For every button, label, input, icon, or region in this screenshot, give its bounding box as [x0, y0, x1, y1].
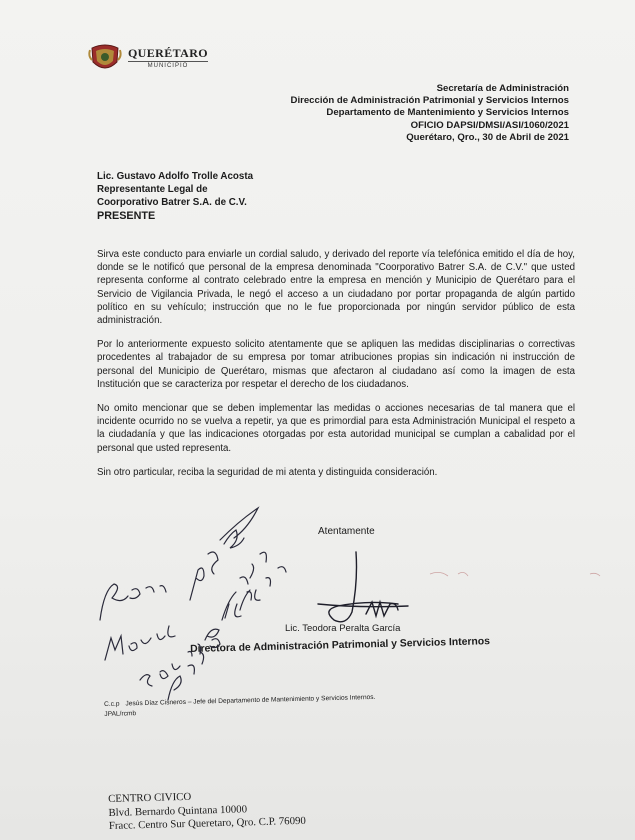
stamp-mark [430, 572, 600, 576]
paragraph: Sirva este conducto para enviarle un cordial saludo, y derivado del reporte vía telefónica emitido el día de hoy, donde se le notificó que personal de la empresa denominada "Coorporativo Batrer S.A. de C.V." que usted representa conforme al contrato celebrado entre la empresa en mención y Municipio de Querétaro para el Servicio de Vigilancia Privada, le negó el acceso a un ciudadano por portar propaganda de algún partido político en su vehículo; instrucción que no le fue proporcionada por ningún servidor público de esta administración. [97, 249, 575, 327]
ccp-label: C.c.p [104, 700, 120, 708]
signer-title: Directora de Administración Patrimonial y Servicios Internos [190, 636, 491, 655]
letter-body [97, 248, 575, 490]
salutation: PRESENTE [97, 209, 156, 222]
ccp-text: Jesús Díaz Cisneros – Jefe del Departamento de Mantenimiento y Servicios Internos. [125, 693, 376, 708]
footer-address [108, 788, 306, 834]
recipient-name: Lic. Gustavo Adolfo Trolle Acosta [97, 171, 254, 182]
office-number: OFICIO DAPSI/DMSI/ASI/1060/2021 [410, 119, 569, 131]
municipality-logo [88, 40, 208, 76]
department-line: Departamento de Mantenimiento y Servicios Internos [326, 107, 569, 119]
closing-atentamente: Atentamente [318, 526, 375, 537]
ccp-initials: JPAL/rcmb [104, 710, 137, 718]
recipient-company: Coorporativo Batrer S.A. de C.V. [97, 197, 247, 209]
signature-mark [318, 552, 408, 622]
footer-line: Blvd. Bernardo Quintana 10000 [108, 802, 248, 819]
directorate-line: Dirección de Administración Patrimonial y Servicios Internos [290, 95, 569, 107]
handwritten-receipt-note [100, 508, 286, 700]
letterhead-block [291, 83, 569, 144]
secretariat-line: Secretaría de Administración [436, 83, 569, 94]
place-date: Querétaro, Qro., 30 de Abril de 2021 [406, 131, 569, 143]
footer-line: CENTRO CIVICO [108, 790, 192, 805]
logo-name: QUERÉTARO [127, 46, 208, 60]
paragraph: No omito mencionar que se deben implementar las medidas o acciones necesarias de tal manera que el incidente ocurrido no se vuelva a repetir, ya que es primordial para esta Administración Municipal el respeto a la ciudadanía y que las indicaciones otorgadas por esta autoridad municipal se cumplan a cabalidad por el personal que usted representa. [97, 403, 575, 454]
recipient-block [97, 170, 253, 223]
logo-subtitle: MUNICIPIO [128, 61, 208, 69]
footer-line: Fracc. Centro Sur Queretaro, Qro. C.P. 76090 [108, 814, 306, 832]
signer-name: Lic. Teodora Peralta García [285, 623, 401, 634]
coat-of-arms-icon [88, 42, 122, 74]
recipient-role: Representante Legal de [97, 184, 208, 196]
carbon-copy [104, 693, 382, 720]
paragraph: Sin otro particular, reciba la seguridad de mi atenta y distinguida consideración. [97, 466, 438, 478]
paragraph: Por lo anteriormente expuesto solicito atentamente que se apliquen las medidas disciplinarias o correctivas procedentes al trabajador de su empresa por tomar atribuciones propias sin indicación ni instrucción de personal del Municipio de Querétaro, mismas que afectaron al ciudadano así como la imagen de esta Institución que se caracteriza por respetar el derecho de los ciudadanos. [97, 339, 575, 390]
